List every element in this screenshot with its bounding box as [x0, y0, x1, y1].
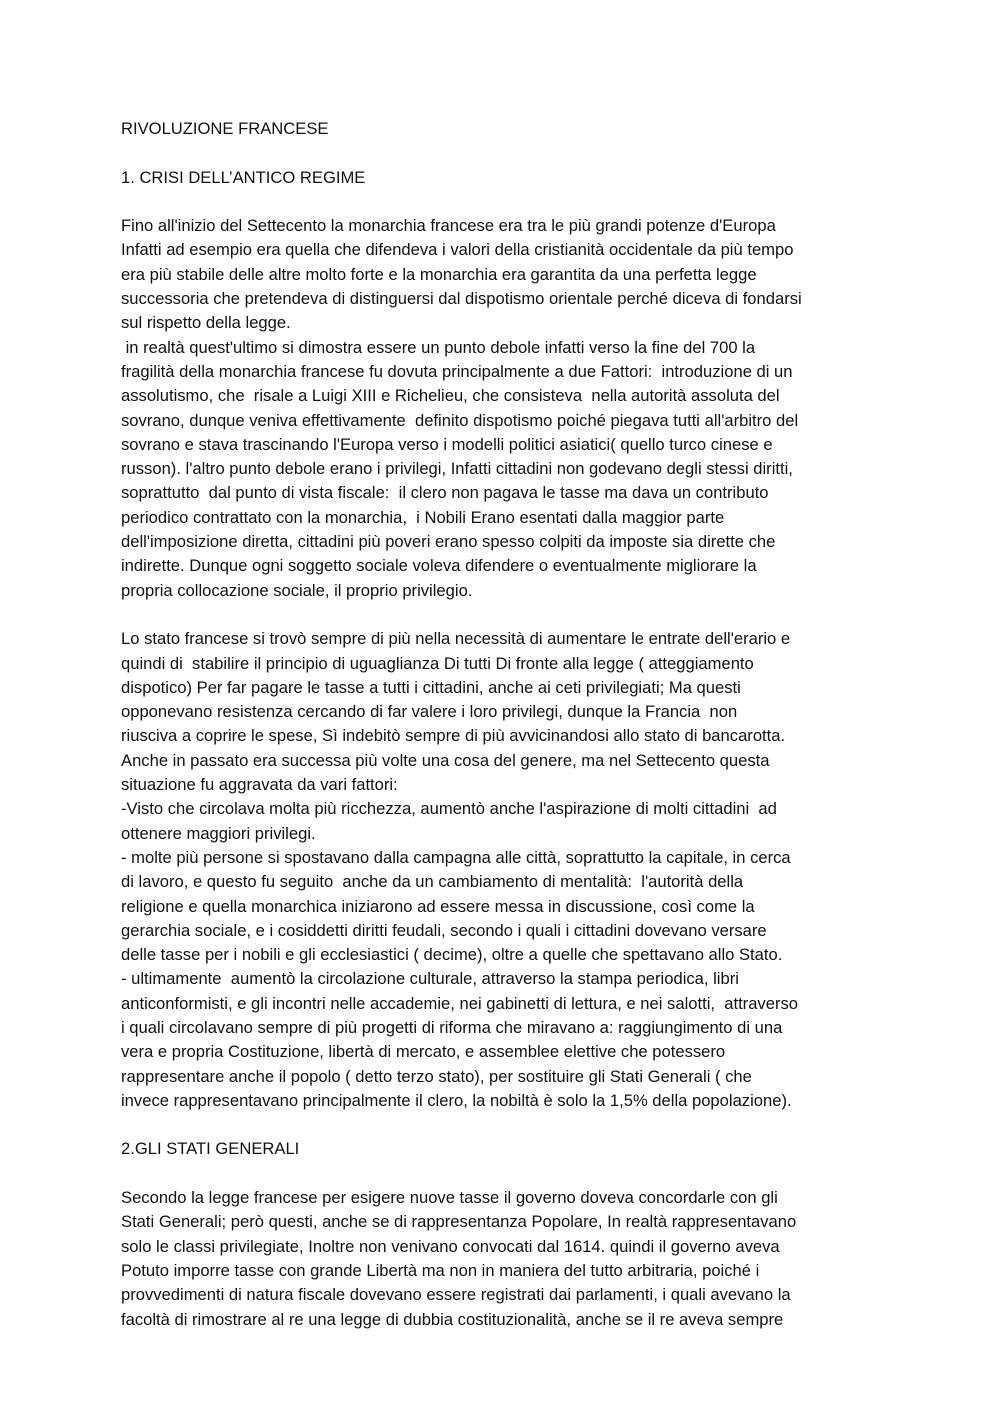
section-heading-1: 1. CRISI DELL’ANTICO REGIME	[121, 167, 366, 187]
section-2-paragraph-1	[121, 1186, 889, 1332]
section-1-paragraph-2	[121, 627, 889, 1113]
text-line: opponevano resistenza cercando di far valere i loro privilegi, dunque la Francia non	[121, 702, 738, 722]
text-line: Stati Generali; però questi, anche se di rappresentanza Popolare, In realtà rappresentavano	[121, 1212, 797, 1232]
text-line: di lavoro, e questo fu seguito anche da un cambiamento di mentalità: l'autorità della	[121, 872, 744, 892]
section-1-paragraph-1	[121, 214, 889, 603]
text-line: Potuto imporre tasse con grande Libertà ma non in maniera del tutto arbitraria, poiché i	[121, 1260, 760, 1280]
spacer	[121, 1113, 889, 1137]
text-line: religione e quella monarchica iniziarono ad essere messa in discussione, così come la	[121, 896, 755, 916]
text-line: provvedimenti di natura fiscale dovevano essere registrati dai parlamenti, i quali avevano la	[121, 1285, 791, 1305]
spacer	[121, 190, 889, 214]
spacer	[121, 141, 889, 165]
text-line: Secondo la legge francese per esigere nuove tasse il governo doveva concordarle con gli	[121, 1188, 778, 1208]
text-line: solo le classi privilegiate, Inoltre non venivano convocati dal 1614. quindi il governo aveva	[121, 1236, 780, 1256]
text-line: fragilità della monarchia francese fu dovuta principalmente a due Fattori: introduzione di un	[121, 361, 793, 381]
text-line: - ultimamente aumentò la circolazione culturale, attraverso la stampa periodica, libri	[121, 969, 739, 989]
text-line: era più stabile delle altre molto forte e la monarchia era garantita da una perfetta legge	[121, 264, 757, 284]
document-title: RIVOLUZIONE FRANCESE	[121, 119, 329, 138]
text-line: anticonformisti, e gli incontri nelle accademie, nei gabinetti di lettura, e nei salotti, attraverso	[121, 993, 799, 1013]
text-line: successoria che pretendeva di distinguersi dal dispotismo orientale perché diceva di fondarsi	[121, 289, 802, 309]
text-line: sovrano, dunque veniva effettivamente definito dispotismo poiché piegava tutti all'arbitro del	[121, 410, 799, 430]
text-line: Lo stato francese si trovò sempre di più nella necessità di aumentare le entrate dell'erario e	[121, 629, 791, 649]
text-line: Anche in passato era successa più volte una cosa del genere, ma nel Settecento questa	[121, 750, 770, 770]
text-line: in realtà quest'ultimo si dimostra essere un punto debole infatti verso la fine del 700 la	[121, 337, 756, 357]
text-line: Fino all'inizio del Settecento la monarchia francese era tra le più grandi potenze d'Europa	[121, 216, 776, 236]
text-line: russon). l'altro punto debole erano i privilegi, Infatti cittadini non godevano degli stessi diritti,	[121, 459, 793, 479]
text-line: propria collocazione sociale, il proprio privilegio.	[121, 580, 473, 600]
text-line: invece rappresentavano principalmente il clero, la nobiltà è solo la 1,5% della popolazione).	[121, 1090, 792, 1110]
text-line: soprattutto dal punto di vista fiscale: il clero non pagava le tasse ma dava un contributo	[121, 483, 769, 503]
text-line: dell'imposizione diretta, cittadini più poveri erano spesso colpiti da imposte sia dirette che	[121, 532, 776, 552]
spacer	[121, 603, 889, 627]
document-page	[121, 117, 889, 1332]
text-line: situazione fu aggravata da vari fattori:	[121, 775, 398, 795]
spacer	[121, 1162, 889, 1186]
text-line: quindi di stabilire il principio di uguaglianza Di tutti Di fronte alla legge ( atteggiamento	[121, 653, 754, 673]
text-line: Infatti ad esempio era quella che difendeva i valori della cristianità occidentale da più tempo	[121, 240, 794, 260]
text-line: ottenere maggiori privilegi.	[121, 823, 316, 843]
section-heading-2: 2.GLI STATI GENERALI	[121, 1139, 300, 1159]
text-line: riusciva a coprire le spese, Sì indebitò sempre di più avvicinandosi allo stato di bancarotta.	[121, 726, 786, 746]
text-line: periodico contrattato con la monarchia, i Nobili Erano esentati dalla maggior parte	[121, 507, 725, 527]
text-line: dispotico) Per far pagare le tasse a tutti i cittadini, anche ai ceti privilegiati; Ma questi	[121, 677, 741, 697]
text-line: gerarchia sociale, e i cosiddetti diritti feudali, secondo i quali i cittadini dovevano versare	[121, 920, 767, 940]
text-line: vera e propria Costituzione, libertà di mercato, e assemblee elettive che potessero	[121, 1042, 726, 1062]
text-line: assolutismo, che risale a Luigi XIII e Richelieu, che consisteva nella autorità assoluta del	[121, 386, 780, 406]
text-line: -Visto che circolava molta più ricchezza, aumentò anche l'aspirazione di molti cittadini ad	[121, 799, 777, 819]
text-line: facoltà di rimostrare al re una legge di dubbia costituzionalità, anche se il re aveva sempre	[121, 1309, 784, 1329]
text-line: delle tasse per i nobili e gli ecclesiastici ( decime), oltre a quelle che spettavano allo Stato.	[121, 945, 783, 965]
text-line: i quali circolavano sempre di più progetti di riforma che miravano a: raggiungimento di una	[121, 1017, 783, 1037]
text-line: sul rispetto della legge.	[121, 313, 291, 333]
text-line: indirette. Dunque ogni soggetto sociale voleva difendere o eventualmente migliorare la	[121, 556, 757, 576]
text-line: sovrano e stava trascinando l'Europa verso i modelli politici asiatici( quello turco cinese e	[121, 434, 773, 454]
text-line: rappresentare anche il popolo ( detto terzo stato), per sostituire gli Stati Generali ( che	[121, 1066, 752, 1086]
text-line: - molte più persone si spostavano dalla campagna alle città, soprattutto la capitale, in cerca	[121, 847, 791, 867]
